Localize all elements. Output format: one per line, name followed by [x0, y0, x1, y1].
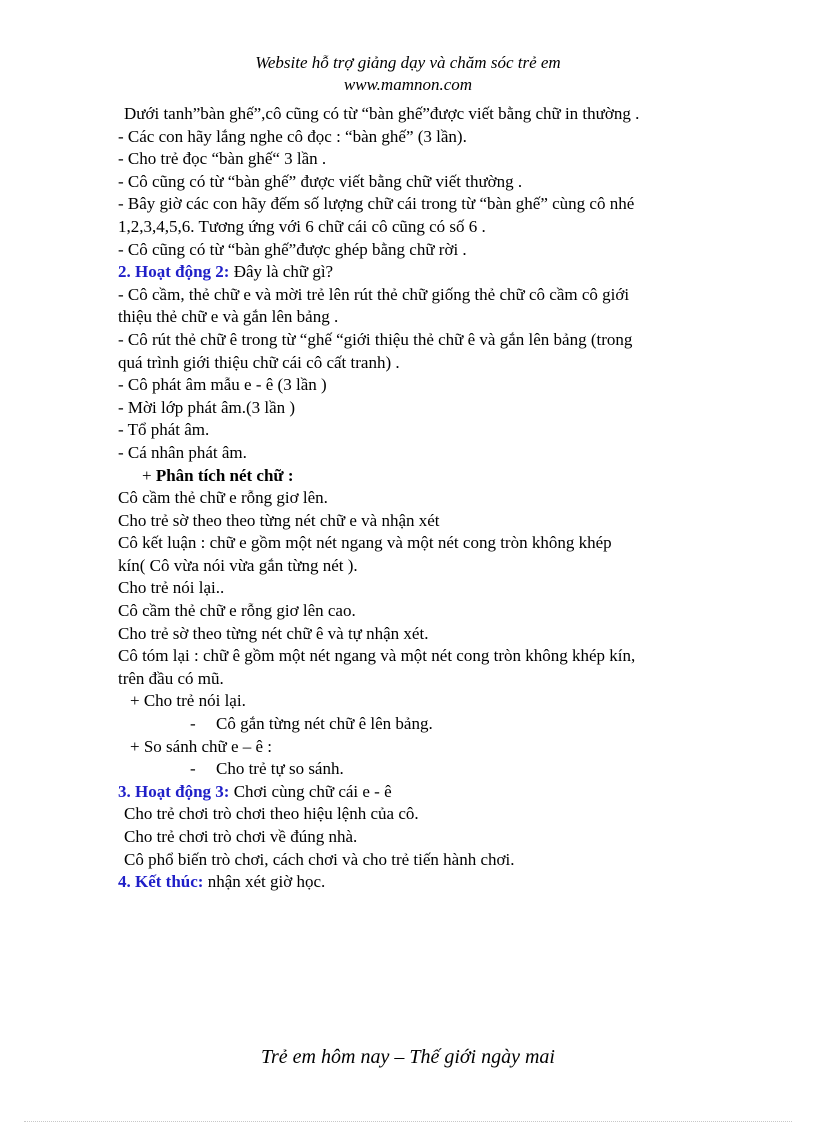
- paragraph-line: - Cô cũng có từ “bàn ghế” được viết bằng chữ viết thường .: [118, 171, 523, 191]
- paragraph-line: Cho trẻ chơi trò chơi theo hiệu lệnh của cô.: [124, 804, 419, 824]
- paragraph-line: Cô tóm lại : chữ ê gồm một nét ngang và một nét cong tròn không khép kín,: [118, 646, 636, 666]
- paragraph-line: Cô kết luận : chữ e gồm một nét ngang và một nét cong tròn không khép: [118, 533, 612, 553]
- paragraph-line: - Bây giờ các con hãy đếm số lượng chữ cái trong từ “bàn ghế” cùng cô nhé: [118, 194, 635, 214]
- subheading-text: Phân tích nét chữ :: [155, 465, 294, 485]
- paragraph-line: - Cho trẻ đọc “bàn ghế“ 3 lần .: [118, 149, 327, 169]
- paragraph-line: - Các con hãy lắng nghe cô đọc : “bàn ghế” (3 lần).: [118, 126, 467, 146]
- paragraph-line: + So sánh chữ e – ê :: [130, 736, 273, 756]
- paragraph-line: Cô cầm thẻ chữ e rỗng giơ lên cao.: [118, 601, 356, 621]
- dash-marker: -: [190, 759, 196, 779]
- paragraph-line: kín( Cô vừa nói vừa gắn từng nét ).: [118, 555, 358, 575]
- paragraph-line: trên đầu có mũ.: [118, 668, 224, 688]
- header-site-title: Website hỗ trợ giảng dạy và chăm sóc trẻ em: [255, 53, 561, 72]
- paragraph-line: thiệu thẻ chữ e và gắn lên bảng .: [118, 307, 339, 327]
- section-heading-activity-3: [118, 781, 708, 804]
- page-header: [0, 52, 816, 96]
- dash-list-item: [118, 758, 708, 781]
- dash-item-text: Cô gắn từng nét chữ ê lên bảng.: [216, 714, 433, 734]
- heading-label: 3. Hoạt động 3:: [118, 781, 230, 801]
- paragraph-line: Cô cầm thẻ chữ e rỗng giơ lên.: [118, 488, 328, 508]
- section-heading-conclusion: [118, 871, 708, 894]
- paragraph-line: Cho trẻ chơi trò chơi về đúng nhà.: [124, 827, 358, 846]
- dash-marker: -: [190, 714, 196, 734]
- document-body: [118, 103, 708, 894]
- subheading-letter-analysis: [118, 465, 708, 488]
- heading-label: 4. Kết thúc:: [118, 872, 204, 892]
- dash-list-item: [118, 713, 708, 736]
- paragraph-line: - Mời lớp phát âm.(3 lần ): [118, 397, 296, 417]
- dash-item-text: Cho trẻ tự so sánh.: [216, 759, 344, 779]
- bottom-divider: [24, 1121, 792, 1122]
- paragraph-line: - Cô rút thẻ chữ ê trong từ “ghế “giới thiệu thẻ chữ ê và gắn lên bảng (trong: [118, 329, 633, 349]
- paragraph-line: quá trình giới thiệu chữ cái cô cất tranh) .: [118, 352, 400, 372]
- paragraph-line: Cho trẻ sờ theo theo từng nét chữ e và nhận xét: [118, 510, 440, 530]
- header-site-url: www.mamnon.com: [343, 75, 473, 94]
- heading-text: Đây là chữ gì?: [229, 262, 334, 282]
- plus-marker: +: [142, 465, 156, 485]
- paragraph-line: + Cho trẻ nói lại.: [130, 691, 246, 711]
- paragraph-line: 1,2,3,4,5,6. Tương ứng với 6 chữ cái cô cũng có số 6 .: [118, 216, 486, 236]
- paragraph-line: - Cô phát âm mẫu e - ê (3 lần ): [118, 375, 327, 395]
- heading-text: Chơi cùng chữ cái e - ê: [229, 781, 392, 801]
- paragraph-line: Dưới tanh”bàn ghế”,cô cũng có từ “bàn ghế”được viết bằng chữ in thường .: [124, 104, 640, 123]
- paragraph-line: - Cô cũng có từ “bàn ghế”được ghép bằng chữ rời .: [118, 239, 467, 259]
- paragraph-line: Cho trẻ sờ theo từng nét chữ ê và tự nhận xét.: [118, 623, 429, 643]
- paragraph-line: Cho trẻ nói lại..: [118, 578, 225, 598]
- paragraph-line: Cô phổ biến trò chơi, cách chơi và cho trẻ tiến hành chơi.: [124, 849, 515, 869]
- paragraph-line: - Cá nhân phát âm.: [118, 442, 247, 462]
- heading-text: nhận xét giờ học.: [203, 872, 326, 892]
- section-heading-activity-2: [118, 261, 708, 284]
- heading-label: 2. Hoạt động 2:: [118, 262, 230, 282]
- page-footer: Trẻ em hôm nay – Thế giới ngày mai: [261, 1046, 555, 1068]
- paragraph-line: - Cô cầm, thẻ chữ e và mời trẻ lên rút thẻ chữ giống thẻ chữ cô cầm cô giới: [118, 284, 630, 304]
- paragraph-line: - Tổ phát âm.: [118, 420, 210, 440]
